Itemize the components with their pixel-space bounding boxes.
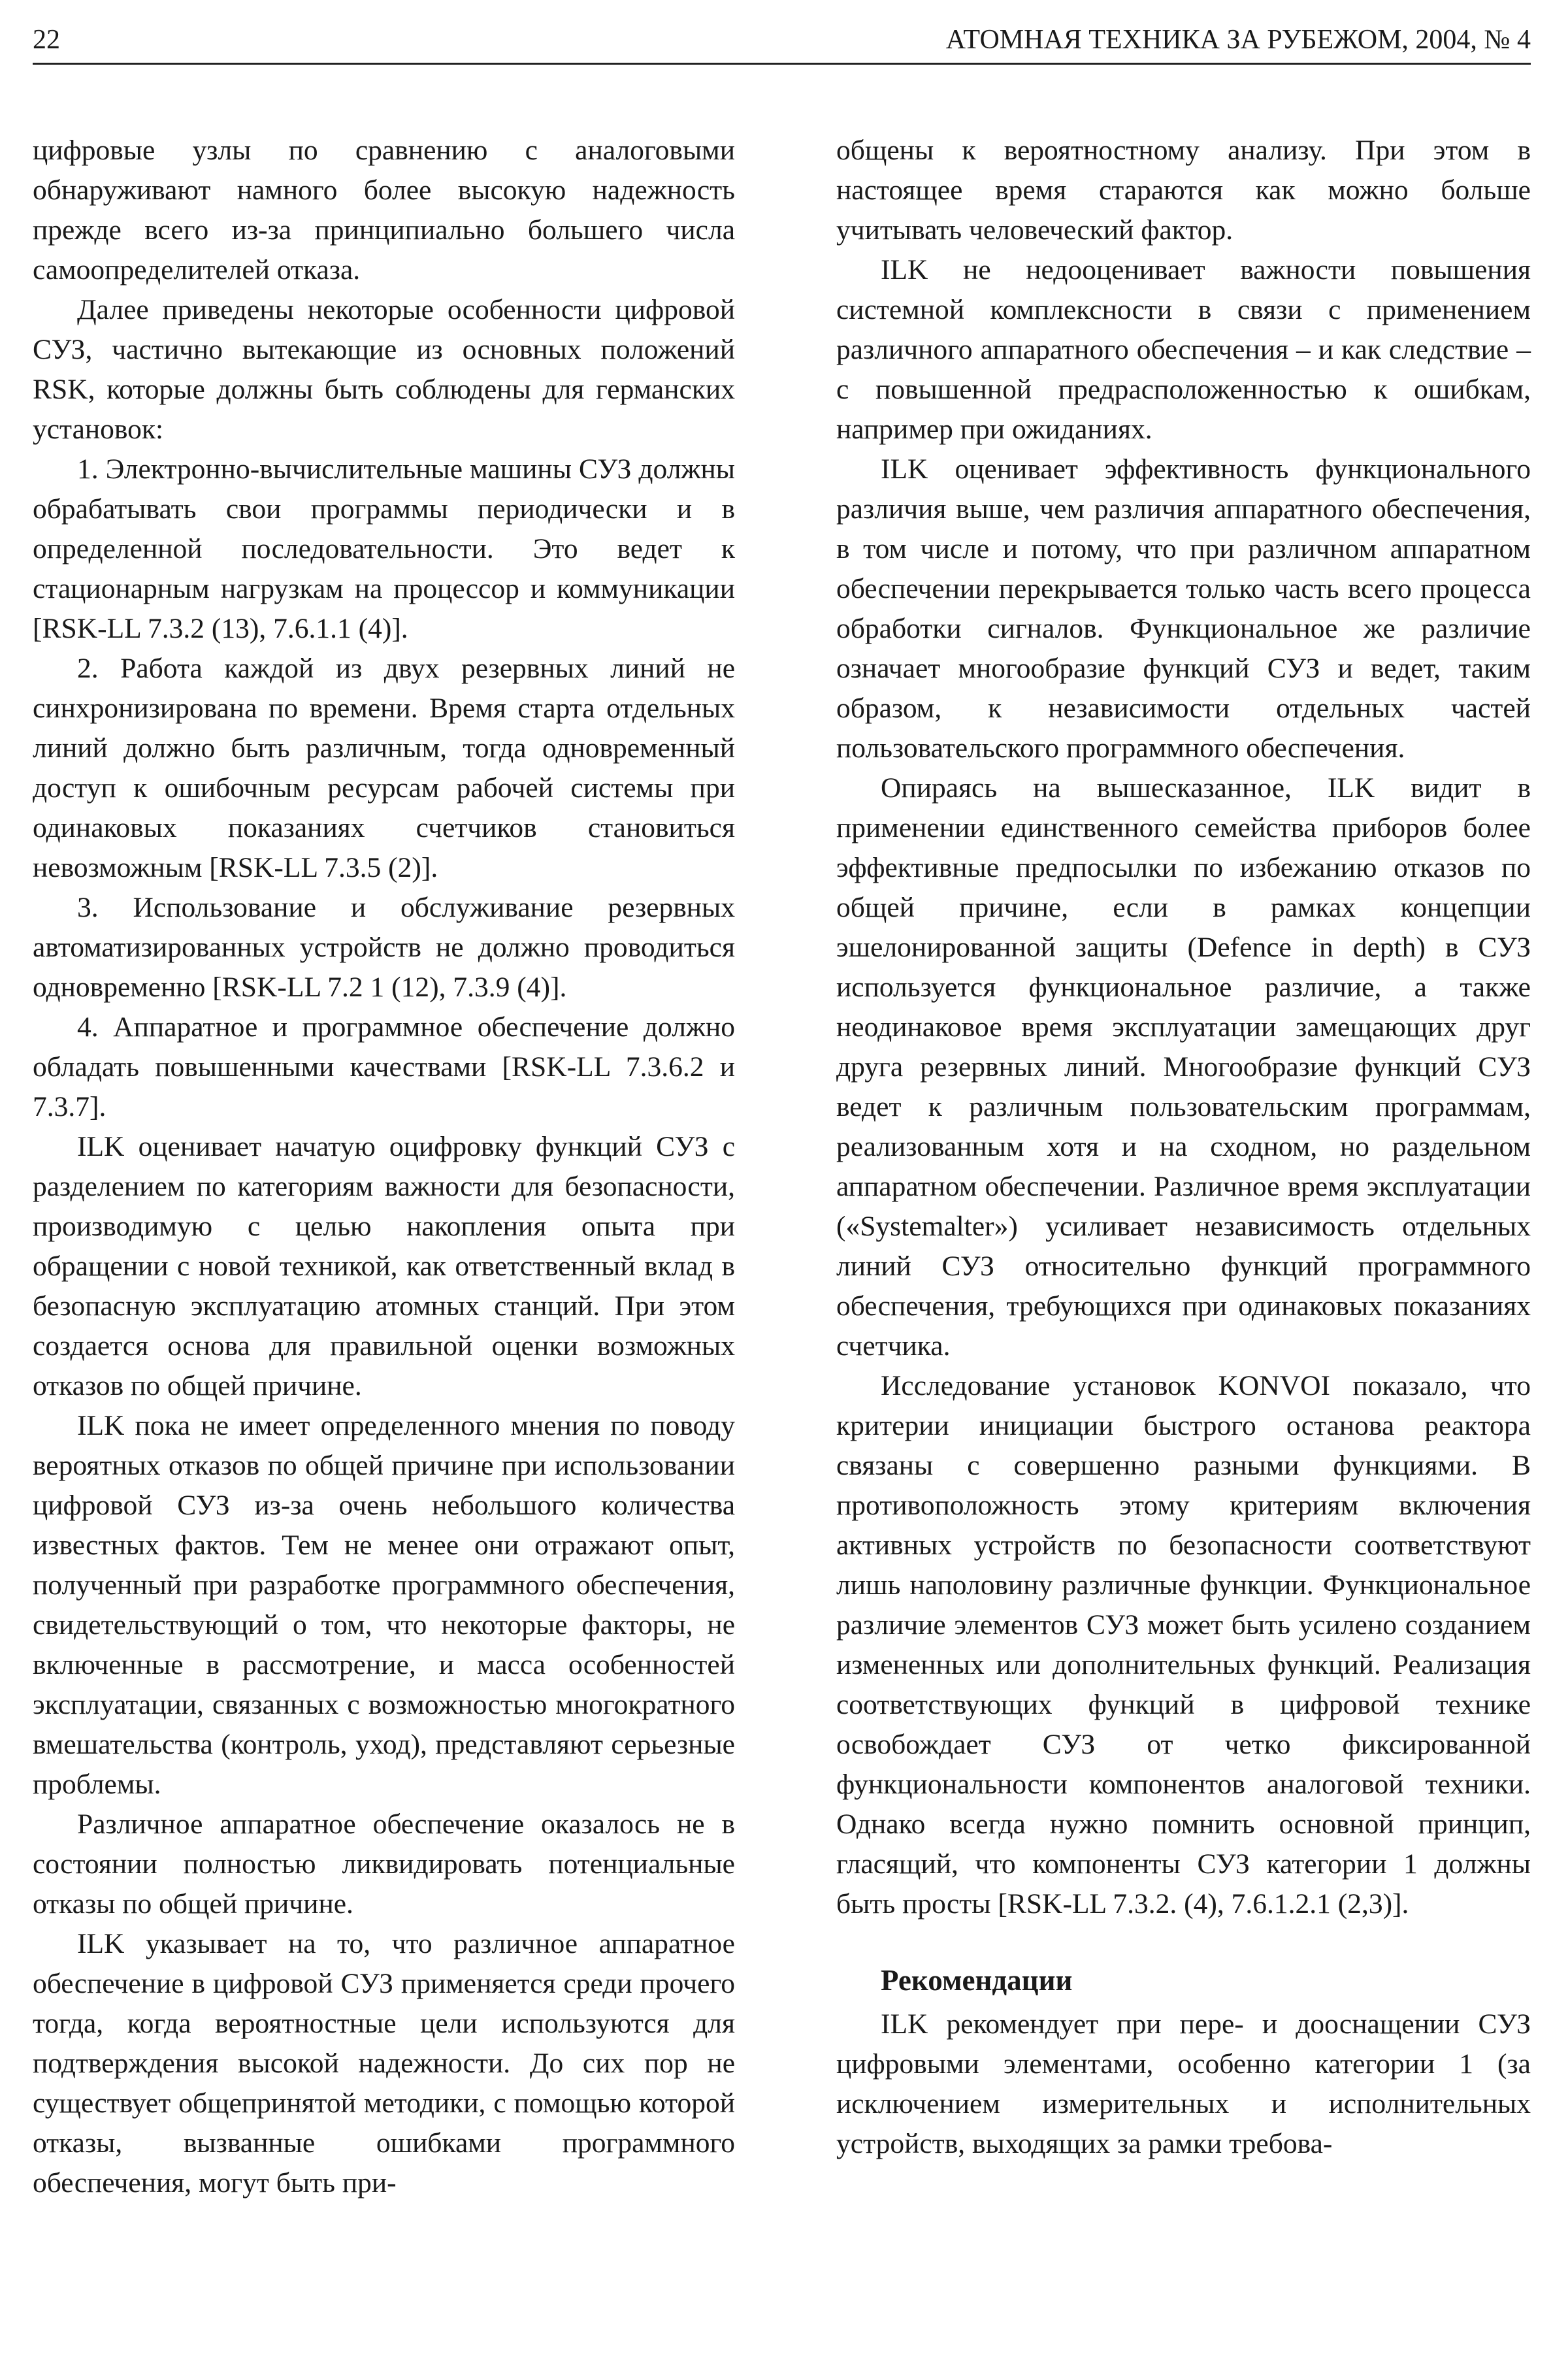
paragraph: цифровые узлы по сравнению с аналоговыми обнаруживают намного более высокую надежность прежде всего из-за принципиально большего числа самоопределителей отказа. [33,135,735,286]
page-number: 22 [33,25,60,55]
paragraph: 2. Работа каждой из двух резервных линий не синхронизирована по времени. Время старта отдельных линий должно быть различным, тогда одновременный доступ к ошибочным ресурсам рабочей системы при одинаковых показаниях счетчиков становиться невозможным [RSK-LL 7.3.5 (2)]. [33,653,735,883]
paragraph: общены к вероятностному анализу. При этом в настоящее время стараются как можно больше учитывать человеческий фактор. [836,135,1531,246]
paragraph: 3. Использование и обслуживание резервных автоматизированных устройств не должно проводиться одновременно [RSK-LL 7.2 1 (12), 7.3.9 (4)]. [33,892,735,1003]
right-column [836,131,1531,2164]
section-heading: Рекомендации [881,1964,1073,1997]
paragraph: Различное аппаратное обеспечение оказалось не в состоянии полностью ликвидировать потенциальные отказы по общей причине. [33,1808,735,1920]
paragraph: 1. Электронно-вычислительные машины СУЗ должны обрабатывать свои программы периодически и в определенной последовательности. Это ведет к стационарным нагрузкам на процессор и коммуникации [RSK-LL 7.3.2 (13), 7.6.1.1 (4)]. [33,453,735,644]
paragraph: ILK не недооценивает важности повышения системной комплексности в связи с применением различного аппаратного обеспечения – и как следствие – с повышенной предрасположенностью к ошибкам, например при ожиданиях. [836,254,1531,445]
paragraph: ILK рекомендует при пере- и дооснащении СУЗ цифровыми элементами, особенно категории 1 (за исключением измерительных и исполнительных устройств, выходящих за рамки требова- [836,2008,1531,2159]
paragraph: 4. Аппаратное и программное обеспечение должно обладать повышенными качествами [RSK-LL 7.3.6.2 и 7.3.7]. [33,1011,735,1122]
left-column [33,131,735,2203]
paragraph: ILK оценивает начатую оцифровку функций СУЗ с разделением по категориям важности для безопасности, производимую с целью накопления опыта при обращении с новой техникой, как ответственный вклад в безопасную эксплуатацию атомных станций. При этом создается основа для правильной оценки возможных отказов по общей причине. [33,1131,735,1401]
header-rule [33,63,1531,65]
paragraph: Далее приведены некоторые особенности цифровой СУЗ, частично вытекающие из основных положений RSK, которые должны быть соблюдены для германских установок: [33,294,735,445]
page-header [33,20,1531,60]
paragraph: ILK оценивает эффективность функционального различия выше, чем различия аппаратного обеспечения, в том числе и потому, что при различном аппаратном обеспечении перекрывается только часть всего процесса обработки сигналов. Функциональное же различие означает многообразие функций СУЗ и ведет, таким образом, к независимости отдельных частей пользовательского программного обеспечения. [836,453,1531,764]
paragraph: ILK пока не имеет определенного мнения по поводу вероятных отказов по общей причине при использовании цифровой СУЗ из-за очень небольшого количества известных фактов. Тем не менее они отражают опыт, полученный при разработке программного обеспечения, свидетельствующий о том, что некоторые факторы, не включенные в рассмотрение, и масса особенностей эксплуатации, связанных с возможностью многократного вмешательства (контроль, уход), представляют серьезные проблемы. [33,1410,735,1800]
journal-title: АТОМНАЯ ТЕХНИКА ЗА РУБЕЖОМ, 2004, № 4 [945,25,1531,55]
paragraph: Опираясь на вышесказанное, ILK видит в применении единственного семейства приборов более эффективные предпосылки по избежанию отказов по общей причине, если в рамках концепции эшелонированной защиты (Defence in depth) в СУЗ используется функциональное различие, а также неодинаковое время эксплуатации замещающих друг друга резервных линий. Многообразие функций СУЗ ведет к различным пользовательским программам, реализованным хотя и на сходном, но раздельном аппаратном обеспечении. Различное время эксплуатации («Systemalter») усиливает независимость отдельных линий СУЗ относительно функций программного обеспечения, требующихся при одинаковых показаниях счетчика. [836,772,1531,1362]
paragraph: ILK указывает на то, что различное аппаратное обеспечение в цифровой СУЗ применяется среди прочего тогда, когда вероятностные цели используются для подтверждения высокой надежности. До сих пор не существует общепринятой методики, с помощью которой отказы, вызванные ошибками программного обеспечения, могут быть при- [33,1928,735,2199]
paragraph: Исследование установок KONVOI показало, что критерии инициации быстрого останова реактора связаны с совершенно разными функциями. В противоположность этому критериям включения активных устройств по безопасности соответствуют лишь наполовину различные функции. Функциональное различие элементов СУЗ может быть усилено созданием измененных или дополнительных функций. Реализация соответствующих функций в цифровой технике освобождает СУЗ от четко фиксированной функциональности компонентов аналоговой техники. Однако всегда нужно помнить основной принцип, гласящий, что компоненты СУЗ категории 1 должны быть просты [RSK-LL 7.3.2. (4), 7.6.1.2.1 (2,3)]. [836,1370,1531,1920]
